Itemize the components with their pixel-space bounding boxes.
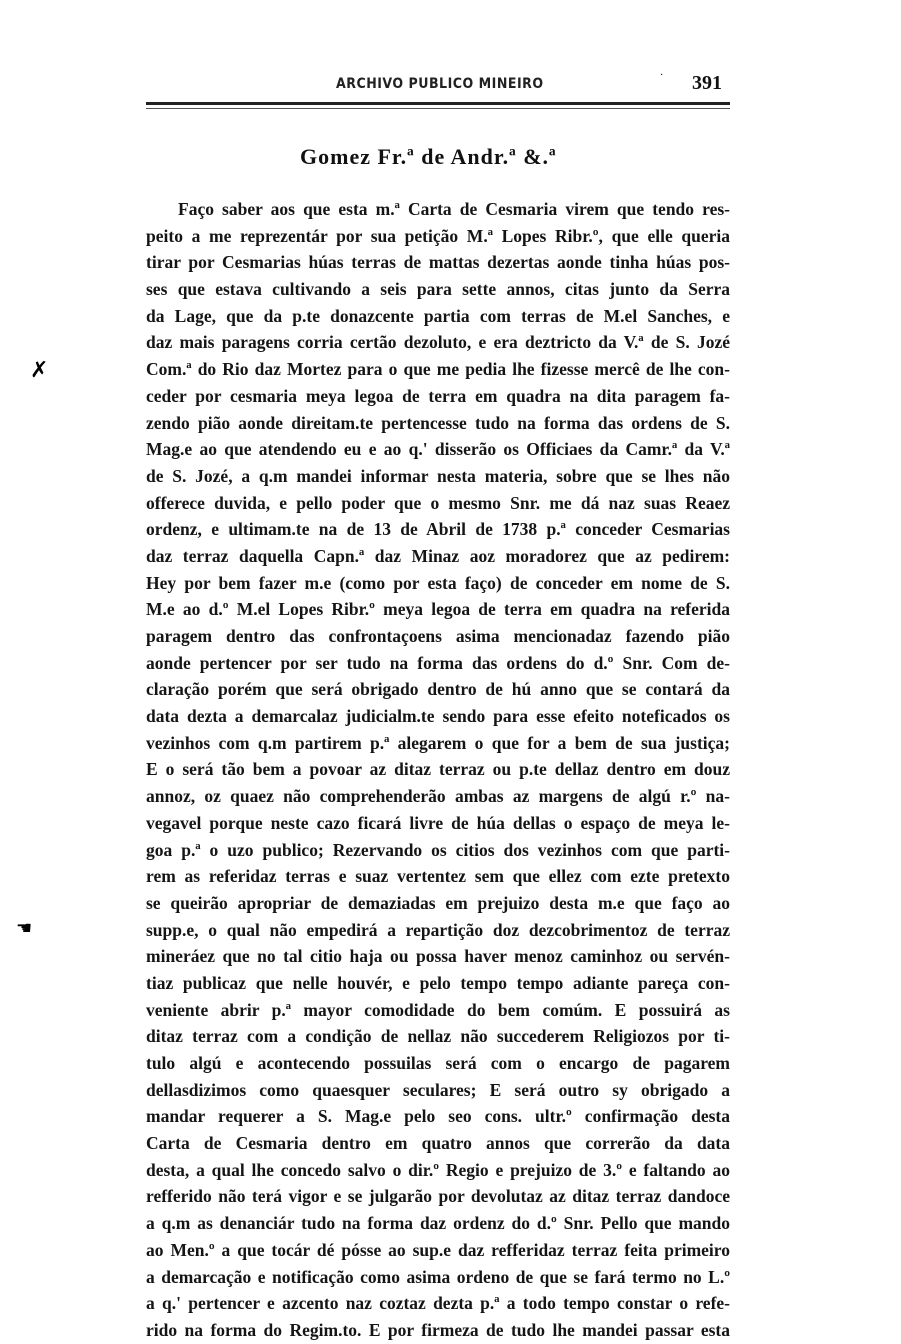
text-line: zendo pião aonde direitam.te pertencesse tudo na forma das ordens de S. — [146, 412, 730, 433]
header-dot: · — [660, 70, 664, 81]
text-line: rem as referidaz terras e suaz vertentez sem que ellez com ezte pretexto — [146, 866, 730, 887]
text-line: Mag.e ao que atendendo eu e ao q.' disserão os Officiaes da Camr.ª da V.ª — [146, 439, 730, 460]
text-line: a demarcação e notificação como asima ordeno de que se fará termo no L.º — [146, 1266, 730, 1287]
text-line: mandar requerer a S. Mag.e pelo seo cons. ultr.º confirmação desta — [146, 1106, 730, 1127]
text-line: data dezta a demarcalaz judicialm.te sendo para esse efeito noteficados os — [146, 706, 730, 727]
text-line: Com.ª do Rio daz Mortez para o que me pedia lhe fizesse mercê de lhe con- — [146, 359, 730, 380]
text-line: claração porém que será obrigado dentro de hú anno que se contará da — [146, 679, 730, 700]
text-line: vezinhos com q.m partirem p.ª alegarem o que for a bem de sua justiça; — [146, 732, 730, 753]
text-line: da Lage, que da p.te donazcente partia com terras de M.el Sanches, e — [146, 305, 730, 326]
text-line: goa p.ª o uzo publico; Rezervando os citios dos vezinhos com que parti- — [146, 839, 730, 860]
text-line: aonde pertencer por ser tudo na forma das ordens do d.º Snr. Com de- — [146, 652, 730, 673]
text-line: offerece duvida, e pello poder que o mesmo Snr. me dá naz suas Reaez — [146, 492, 730, 513]
text-line: peito a me reprezentár por sua petição M.ª Lopes Ribr.º, que elle queria — [146, 225, 730, 246]
text-line: daz mais paragens corria certão dezoluto, e era deztricto da V.ª de S. Jozé — [146, 332, 730, 353]
text-line: a q.m as denanciár tudo na forma daz ordenz do d.º Snr. Pello que mando — [146, 1213, 730, 1234]
text-line: tirar por Cesmarias húas terras de mattas dezertas aonde tinha húas pos- — [146, 252, 730, 273]
text-line: rido na forma do Regim.to. E por firmeza de tudo lhe mandei passar esta — [146, 1319, 730, 1340]
text-line: ordenz, e ultimam.te na de 13 de Abril de 1738 p.ª conceder Cesmarias — [146, 519, 730, 540]
text-line: tiaz publicaz que nelle houvér, e pelo tempo tempo adiante pareça con- — [146, 972, 730, 993]
text-line: a q.' pertencer e azcento naz coztaz dezta p.ª a todo tempo constar o refe- — [146, 1293, 730, 1314]
text-line: de S. Jozé, a q.m mandei informar nesta materia, sobre que se lhes não — [146, 465, 730, 486]
text-line: M.e ao d.º M.el Lopes Ribr.º meya legoa de terra em quadra na referida — [146, 599, 730, 620]
text-line: daz terraz daquella Capn.ª daz Minaz aoz moradorez que az pedirem: — [146, 545, 730, 566]
text-line: dellasdizimos como quaesquer seculares; E será outro sy obrigado a — [146, 1079, 730, 1100]
page-number: 391 — [692, 72, 722, 94]
text-line: desta, a qual lhe concedo salvo o dir.º Regio e prejuizo de 3.º e faltando ao — [146, 1159, 730, 1180]
margin-mark-cross: ✗ — [30, 358, 49, 383]
text-line: annoz, oz quaez não comprehenderão ambas az margens de algú r.º na- — [146, 786, 730, 807]
text-line: E o será tão bem a povoar az ditaz terraz ou p.te dellaz dentro em douz — [146, 759, 730, 780]
text-line: paragem dentro das confrontaçoens asima mencionadaz fazendo pião — [146, 626, 730, 646]
text-line: se queirão apropriar de demaziadas em prejuizo desta m.e que faço ao — [146, 892, 730, 913]
text-line: supp.e, o qual não empedirá a repartição doz dezcobrimentoz de terraz — [146, 919, 730, 940]
text-line: ditaz terraz com a condição de nellaz não succederem Religiozos por ti- — [146, 1026, 730, 1047]
text-line: Faço saber aos que esta m.ª Carta de Cesmaria virem que tendo res- — [178, 199, 730, 219]
document-title: Gomez Fr.ª de Andr.ª &.ª — [300, 144, 557, 169]
text-line: Carta de Cesmaria dentro em quatro annos que correrão da data — [146, 1133, 730, 1154]
text-line: ses que estava cultivando a seis para sette annos, citas junto da Serra — [146, 279, 730, 300]
text-line: veniente abrir p.ª mayor comodidade do bem comúm. E possuirá as — [146, 999, 730, 1020]
text-line: Hey por bem fazer m.e (como por esta faço) de conceder em nome de S. — [146, 572, 730, 593]
header-rule — [146, 102, 730, 105]
text-line: ao Men.º a que tocár dé pósse ao sup.e daz refferidaz terraz feita primeiro — [146, 1239, 730, 1260]
header-rule-thin — [146, 108, 730, 109]
text-line: vegavel porque neste cazo ficará livre de húa dellas o espaço de meya le- — [146, 812, 730, 833]
text-line: ceder por cesmaria meya legoa de terra em quadra na dita paragem fa- — [146, 385, 730, 406]
body-text — [146, 196, 730, 1344]
text-line: refferido não terá vigor e se julgarão por devolutaz az ditaz terraz dandoce — [146, 1186, 730, 1207]
running-title: ARCHIVO PUBLICO MINEIRO — [336, 76, 544, 92]
text-line: tulo algú e acontecendo possuilas será com o encargo de pagarem — [146, 1053, 730, 1073]
page-header — [146, 72, 726, 98]
text-line: mineráez que no tal citio haja ou possa haver menoz caminhoz ou servén- — [146, 946, 730, 967]
margin-mark-hand: ☚ — [16, 918, 33, 939]
